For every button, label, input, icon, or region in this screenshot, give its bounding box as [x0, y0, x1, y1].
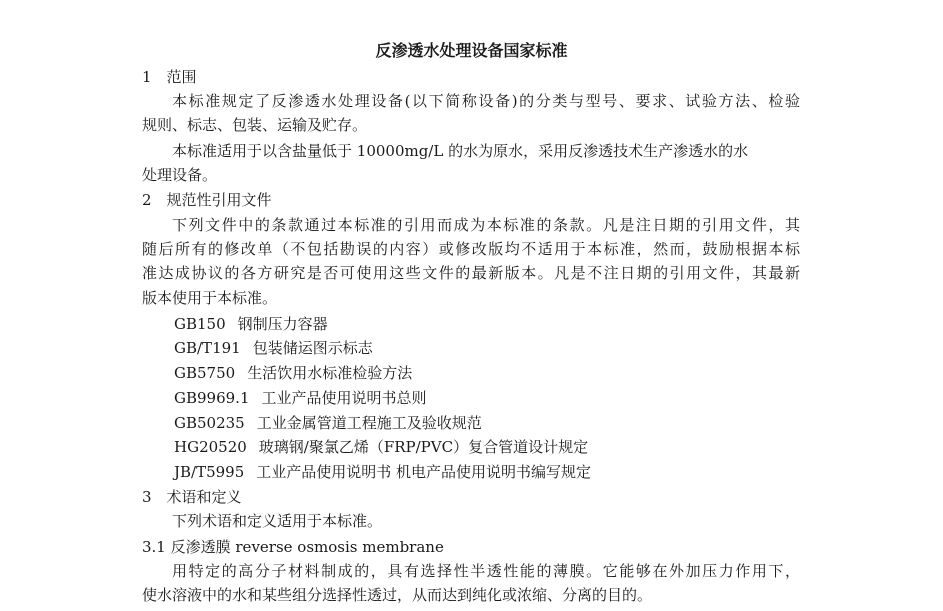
reference-item — [174, 412, 482, 434]
section-2-paragraph-line-3: 准达成协议的各方研究是否可使用这些文件的最新版本。凡是不注日期的引用文件，其最新 — [142, 264, 800, 282]
section-3-paragraph: 下列术语和定义适用于本标准。 — [172, 512, 383, 530]
section-2-heading: 2 规范性引用文件 — [142, 191, 272, 209]
reference-name: 钢制压力容器 — [237, 315, 328, 333]
section-2-paragraph-line-4: 版本使用于本标准。 — [142, 289, 278, 307]
section-2-paragraph-line-2: 随后所有的修改单（不包括勘误的内容）或修改版均不适用于本标准，然而，鼓励根据本标 — [142, 240, 800, 258]
section-3-heading: 3 术语和定义 — [142, 488, 242, 506]
reference-item — [174, 313, 328, 335]
reference-name: 工业产品使用说明书总则 — [261, 389, 427, 407]
reference-name: 包装储运图示标志 — [252, 339, 373, 357]
reference-item — [174, 337, 373, 359]
section-3-1-heading: 3.1 反渗透膜 reverse osmosis membrane — [142, 538, 444, 556]
reference-name: 玻璃钢/聚氯乙烯（FRP/PVC）复合管道设计规定 — [258, 438, 589, 456]
reference-code: GB/T191 — [174, 339, 241, 357]
section-1-paragraph-1-line-1: 本标准规定了反渗透水处理设备(以下简称设备)的分类与型号、要求、试验方法、检验 — [172, 92, 800, 110]
section-1-paragraph-1-line-2: 规则、标志、包装、运输及贮存。 — [142, 116, 368, 134]
section-1-paragraph-2-line-2: 处理设备。 — [142, 166, 218, 184]
reference-item — [174, 436, 588, 458]
section-3-1-paragraph-line-1: 用特定的高分子材料制成的，具有选择性半透性能的薄膜。它能够在外加压力作用下， — [172, 562, 800, 580]
reference-item — [174, 362, 412, 384]
reference-code: GB150 — [174, 315, 226, 333]
reference-code: HG20520 — [174, 438, 247, 456]
section-2-paragraph-line-1: 下列文件中的条款通过本标准的引用而成为本标准的条款。凡是注日期的引用文件，其 — [172, 216, 800, 234]
section-3-1-paragraph-line-2: 使水溶液中的水和某些组分选择性透过，从而达到纯化或浓缩、分离的目的。 — [142, 586, 653, 604]
document-title: 反渗透水处理设备国家标准 — [375, 41, 568, 60]
section-1-heading: 1 范围 — [142, 68, 197, 86]
reference-code: GB9969.1 — [174, 389, 250, 407]
section-1-paragraph-2-line-1: 本标准适用于以含盐量低于 10000mg/L 的水为原水，采用反渗透技术生产渗透水的水 — [172, 142, 749, 160]
reference-code: GB5750 — [174, 364, 236, 382]
reference-name: 生活饮用水标准检验方法 — [247, 364, 413, 382]
reference-name: 工业金属管道工程施工及验收规范 — [256, 414, 482, 432]
reference-item — [174, 461, 591, 483]
reference-name: 工业产品使用说明书 机电产品使用说明书编写规定 — [256, 463, 592, 481]
reference-item — [174, 387, 427, 409]
reference-code: GB50235 — [174, 414, 245, 432]
reference-code: JB/T5995 — [174, 463, 245, 481]
